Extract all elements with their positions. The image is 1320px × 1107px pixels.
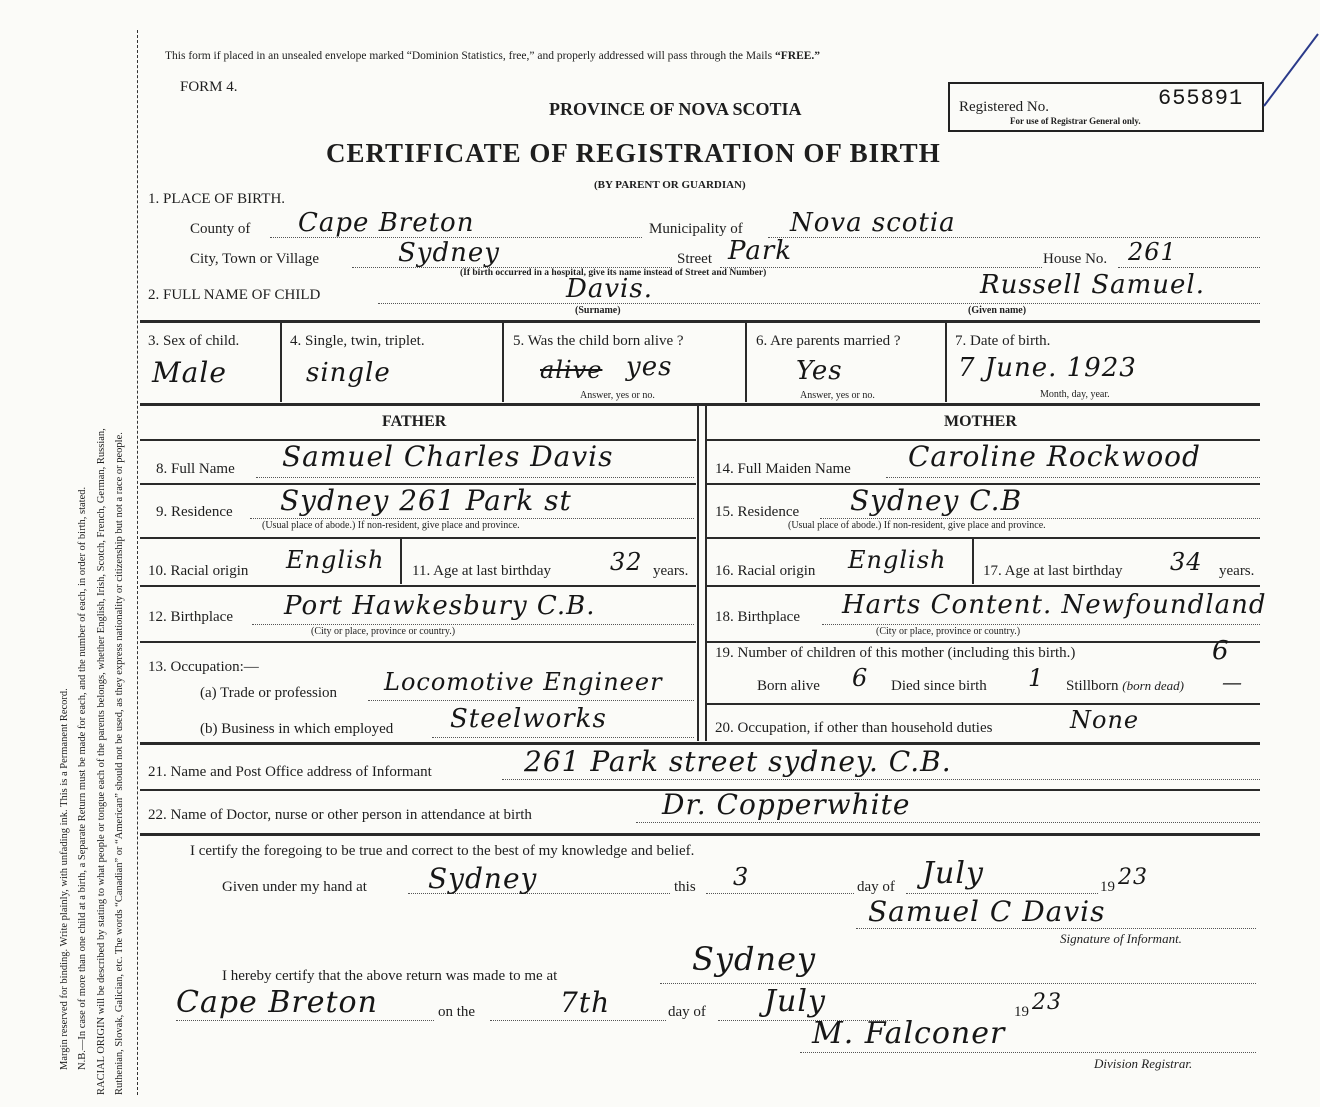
informant-signature-caption: Signature of Informant. xyxy=(1060,931,1182,946)
margin-note-multiple-birth: N.B.—In case of more than one child at a birth, a Separate Return must be made for each, and the number of each, in order of birth, stated. xyxy=(77,486,88,1070)
registrar-place: Sydney xyxy=(692,940,817,978)
doctor-label: 22. Name of Doctor, nurse or other person in attendance at birth xyxy=(148,807,532,823)
registered-label: Registered No. xyxy=(959,99,1049,115)
certify-month: July xyxy=(922,856,984,891)
margin-note-racial-origin: RACIAL ORIGIN will be described by stating to what people or tongue each of the parents belongs, whether English, Irish, Scotch, French, German, Russian, xyxy=(96,428,107,1095)
binding-margin-line xyxy=(137,30,138,1095)
dob-caption: Month, day, year. xyxy=(1040,389,1110,400)
municipality-value: Nova scotia xyxy=(790,208,956,238)
father-trade: Locomotive Engineer xyxy=(384,668,663,696)
registrar-check-mark xyxy=(1262,30,1320,110)
mother-birthplace: Harts Content. Newfoundland xyxy=(842,590,1267,620)
street-label: Street xyxy=(677,251,712,267)
hospital-note: (If birth occurred in a hospital, give its name instead of Street and Number) xyxy=(460,268,767,278)
certify-statement: I certify the foregoing to be true and correct to the best of my knowledge and belief. xyxy=(190,843,695,859)
stillborn-label xyxy=(1066,678,1184,695)
place-of-birth-heading: 1. PLACE OF BIRTH. xyxy=(148,191,286,207)
mother-residence-label: 15. Residence xyxy=(715,504,800,520)
child-name-label: 2. FULL NAME OF CHILD xyxy=(148,287,321,303)
certify-year: 23 xyxy=(1118,865,1148,890)
certify-year-prefix: 19 xyxy=(1100,879,1115,895)
mother-occupation-label: 20. Occupation, if other than household duties xyxy=(715,720,993,736)
municipality-label: Municipality of xyxy=(649,221,743,237)
stillborn-count: — xyxy=(1222,670,1243,694)
parents-married-caption: Answer, yes or no. xyxy=(800,390,875,401)
margin-note-binding: Margin reserved for binding. Write plainly, with unfading ink. This is a Permanent Record. xyxy=(59,688,70,1070)
house-number-label: House No. xyxy=(1043,251,1108,267)
registrar-year-prefix: 19 xyxy=(1014,1004,1029,1020)
father-age: 32 xyxy=(610,548,643,576)
mother-racial-label: 16. Racial origin xyxy=(715,563,816,579)
mother-name: Caroline Rockwood xyxy=(908,440,1201,473)
child-given-name: Russell Samuel. xyxy=(980,270,1205,300)
father-birthplace-label: 12. Birthplace xyxy=(148,609,233,625)
city-label: City, Town or Village xyxy=(190,251,320,267)
registrar-month: July xyxy=(764,984,826,1019)
mother-residence-caption: (Usual place of abode.) If non-resident, give place and province. xyxy=(788,520,1046,531)
mother-heading: MOTHER xyxy=(944,413,1017,430)
house-number-value: 261 xyxy=(1128,238,1177,266)
registrar-on-the-label: on the xyxy=(438,1004,476,1020)
born-alive-count-label: Born alive xyxy=(757,678,820,694)
father-mother-divider xyxy=(697,405,699,741)
informant-value: 261 Park street sydney. C.B. xyxy=(524,745,952,778)
born-alive-value: yes xyxy=(626,352,673,382)
registrar-day-of-label: day of xyxy=(668,1004,706,1020)
registrar-day: 7th xyxy=(560,986,611,1019)
dob-value: 7 June. 1923 xyxy=(958,353,1137,383)
mother-age-label: 17. Age at last birthday xyxy=(983,563,1123,579)
registrar-year: 23 xyxy=(1032,990,1062,1015)
born-alive-count: 6 xyxy=(852,664,869,692)
registered-note: For use of Registrar General only. xyxy=(1010,116,1141,126)
certify-day-of-label: day of xyxy=(857,879,895,895)
county-value: Cape Breton xyxy=(298,208,475,238)
certify-place: Sydney xyxy=(428,862,538,895)
street-value: Park xyxy=(728,236,793,266)
father-age-label: 11. Age at last birthday xyxy=(412,563,551,579)
mother-children: 6 xyxy=(1212,636,1230,666)
mail-notice-text: This form if placed in an unsealed envelope marked “Dominion Statistics, free,” and properly addressed will pass through the Mails xyxy=(165,50,773,62)
father-name-label: 8. Full Name xyxy=(156,461,235,477)
mother-racial: English xyxy=(848,546,947,574)
division-registrar-caption: Division Registrar. xyxy=(1094,1056,1193,1071)
registered-number-box xyxy=(948,82,1264,132)
certify-this-label: this xyxy=(674,879,696,895)
father-occupation-label: 13. Occupation:— xyxy=(148,659,259,675)
child-surname: Davis. xyxy=(566,274,653,304)
mother-name-label: 14. Full Maiden Name xyxy=(715,461,851,477)
mother-birthplace-caption: (City or place, province or country.) xyxy=(876,626,1021,637)
informant-signature: Samuel C Davis xyxy=(868,895,1106,928)
county-label: County of xyxy=(190,221,251,237)
sex-value: Male xyxy=(152,356,227,389)
margin-note-racial-origin-cont: Ruthenian, Slovak, Galician, etc. The words “Canadian” or “American” should not be used, as they express nationality or citizenship but not a race or people. xyxy=(114,432,125,1095)
mother-birthplace-label: 18. Birthplace xyxy=(715,609,800,625)
died-since-birth: 1 xyxy=(1028,664,1045,692)
registrar-statement: I hereby certify that the above return was made to me at xyxy=(222,968,558,984)
certify-day: 3 xyxy=(733,863,750,891)
born-alive-struck: alive xyxy=(540,356,603,384)
province-title: PROVINCE OF NOVA SCOTIA xyxy=(549,99,802,119)
certificate-subtitle: (BY PARENT OR GUARDIAN) xyxy=(594,179,746,191)
given-under-hand-label: Given under my hand at xyxy=(222,879,367,895)
form-number: FORM 4. xyxy=(180,79,238,95)
single-twin-value: single xyxy=(306,358,391,388)
father-birthplace-caption: (City or place, province or country.) xyxy=(311,626,456,637)
born-alive-caption: Answer, yes or no. xyxy=(580,390,655,401)
stillborn-label-text: Stillborn xyxy=(1066,678,1119,694)
father-trade-label: (a) Trade or profession xyxy=(200,685,338,701)
mother-occupation: None xyxy=(1070,706,1140,734)
father-name: Samuel Charles Davis xyxy=(282,440,614,473)
father-racial: English xyxy=(286,546,385,574)
father-residence-label: 9. Residence xyxy=(156,504,233,520)
father-residence: Sydney 261 Park st xyxy=(280,484,572,517)
father-business: Steelworks xyxy=(450,704,607,734)
father-residence-caption: (Usual place of abode.) If non-resident, give place and province. xyxy=(262,520,520,531)
mother-children-label: 19. Number of children of this mother (including this birth.) xyxy=(715,645,1076,661)
mail-notice-free: “FREE.” xyxy=(774,50,821,62)
registered-value: 655891 xyxy=(1158,86,1244,111)
informant-label: 21. Name and Post Office address of Informant xyxy=(148,764,432,780)
doctor-value: Dr. Copperwhite xyxy=(662,788,911,821)
father-racial-label: 10. Racial origin xyxy=(148,563,249,579)
died-since-birth-label: Died since birth xyxy=(891,678,987,694)
father-years: years. xyxy=(653,563,689,579)
father-birthplace: Port Hawkesbury C.B. xyxy=(284,591,596,621)
surname-caption: (Surname) xyxy=(575,305,621,316)
parents-married-value: Yes xyxy=(796,356,843,386)
parents-married-label: 6. Are parents married ? xyxy=(756,333,901,349)
mother-residence: Sydney C.B xyxy=(850,484,1023,517)
given-name-caption: (Given name) xyxy=(968,305,1027,316)
born-alive-label: 5. Was the child born alive ? xyxy=(513,333,684,349)
city-value: Sydney xyxy=(398,238,500,268)
mother-years: years. xyxy=(1219,563,1255,579)
registrar-county: Cape Breton xyxy=(176,985,378,1020)
mother-age: 34 xyxy=(1170,548,1203,576)
father-heading: FATHER xyxy=(382,413,447,430)
father-business-label: (b) Business in which employed xyxy=(200,721,394,737)
certificate-title: CERTIFICATE OF REGISTRATION OF BIRTH xyxy=(326,138,941,168)
stillborn-note: (born dead) xyxy=(1122,678,1185,693)
dob-label: 7. Date of birth. xyxy=(955,333,1051,349)
sex-label: 3. Sex of child. xyxy=(148,333,240,349)
registrar-signature: M. Falconer xyxy=(812,1016,1006,1051)
single-twin-label: 4. Single, twin, triplet. xyxy=(290,333,425,349)
mail-notice xyxy=(165,50,820,62)
